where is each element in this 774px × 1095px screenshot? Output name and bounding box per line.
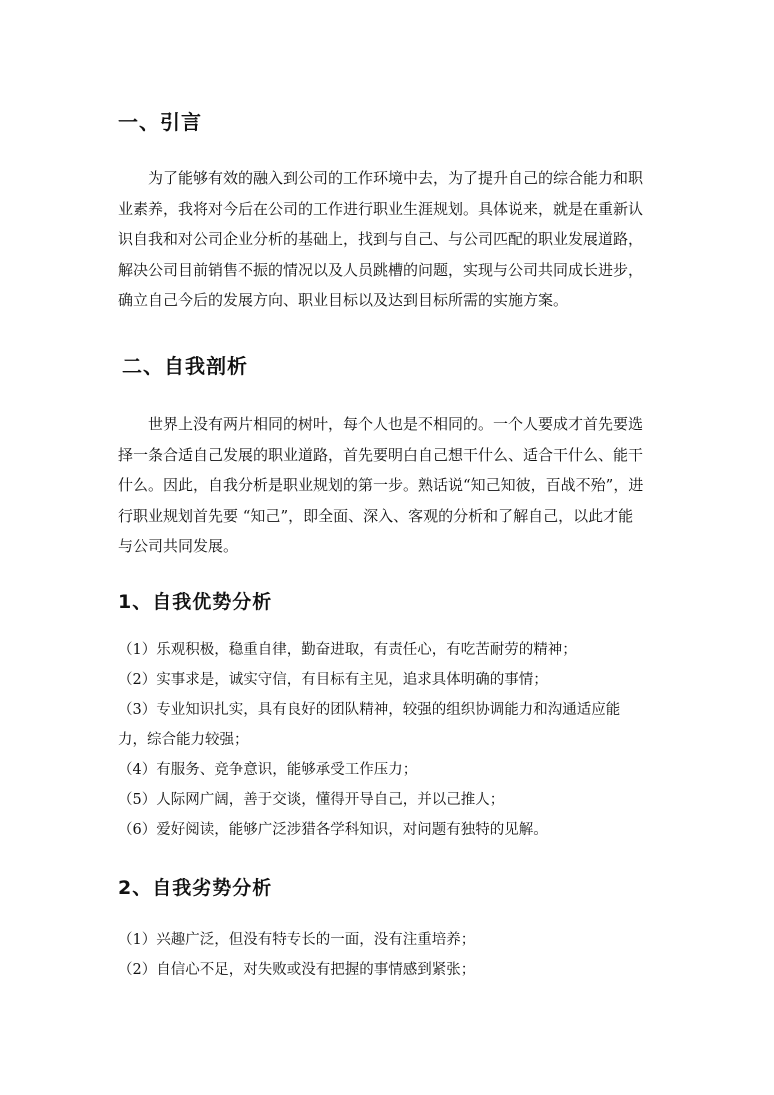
list-weaknesses [118,925,663,985]
text-line: 与公司共同发展。 [118,537,239,555]
text-line: 业素养，我将对今后在公司的工作进行职业生涯规划。具体说来，就是在重新认 [118,199,644,218]
text-line: 什么。因此，自我分析是职业规划的第一步。熟话说“知己知彼，百战不殆”，进 [118,476,644,494]
text-line: 识自我和对公司企业分析的基础上，找到与自己、与公司匹配的职业发展道路， [118,230,644,248]
text-line: 世界上没有两片相同的树叶，每个人也是不相同的。一个人要成才首先要选 [148,415,644,433]
list-strengths [118,635,663,845]
heading-strengths: 1、自我优势分析 [118,591,273,613]
list-item: 力，综合能力较强； [118,732,249,748]
heading-weaknesses: 2、自我劣势分析 [118,877,273,899]
heading-self-analysis: 二、自我剖析 [122,354,248,378]
list-item: （2）实事求是，诚实守信，有目标有主见，追求具体明确的事情； [118,672,548,688]
text-line: 择一条合适自己发展的职业道路，首先要明白自己想干什么、适合干什么、能干 [118,445,644,464]
text-line: 行职业规划首先要 “知己”，即全面、深入、客观的分析和了解自己，以此才能 [118,506,634,525]
text-line: 为了能够有效的融入到公司的工作环境中去，为了提升自己的综合能力和职 [148,169,644,187]
text-line: 解决公司目前销售不振的情况以及人员跳槽的问题，实现与公司共同成长进步， [118,260,644,279]
heading-introduction: 一、引言 [118,110,202,134]
list-item: （6）爱好阅读，能够广泛涉猎各学科知识，对问题有独特的见解。 [118,822,548,838]
paragraph-introduction [118,163,658,316]
paragraph-self-analysis [118,409,658,562]
list-item: （3）专业知识扎实，具有良好的团队精神，较强的组织协调能力和沟通适应能 [118,702,621,718]
list-item: （5）人际网广阔，善于交谈，懂得开导自己，并以己推人； [118,792,505,808]
list-item: （1）乐观积极，稳重自律，勤奋进取，有责任心，有吃苦耐劳的精神； [118,642,577,658]
list-item: （1）兴趣广泛，但没有特专长的一面，没有注重培养； [118,932,476,948]
text-line: 确立自己今后的发展方向、职业目标以及达到目标所需的实施方案。 [118,291,569,309]
list-item: （4）有服务、竞争意识，能够承受工作压力； [118,762,418,778]
list-item: （2）自信心不足，对失败或没有把握的事情感到紧张； [118,962,476,978]
